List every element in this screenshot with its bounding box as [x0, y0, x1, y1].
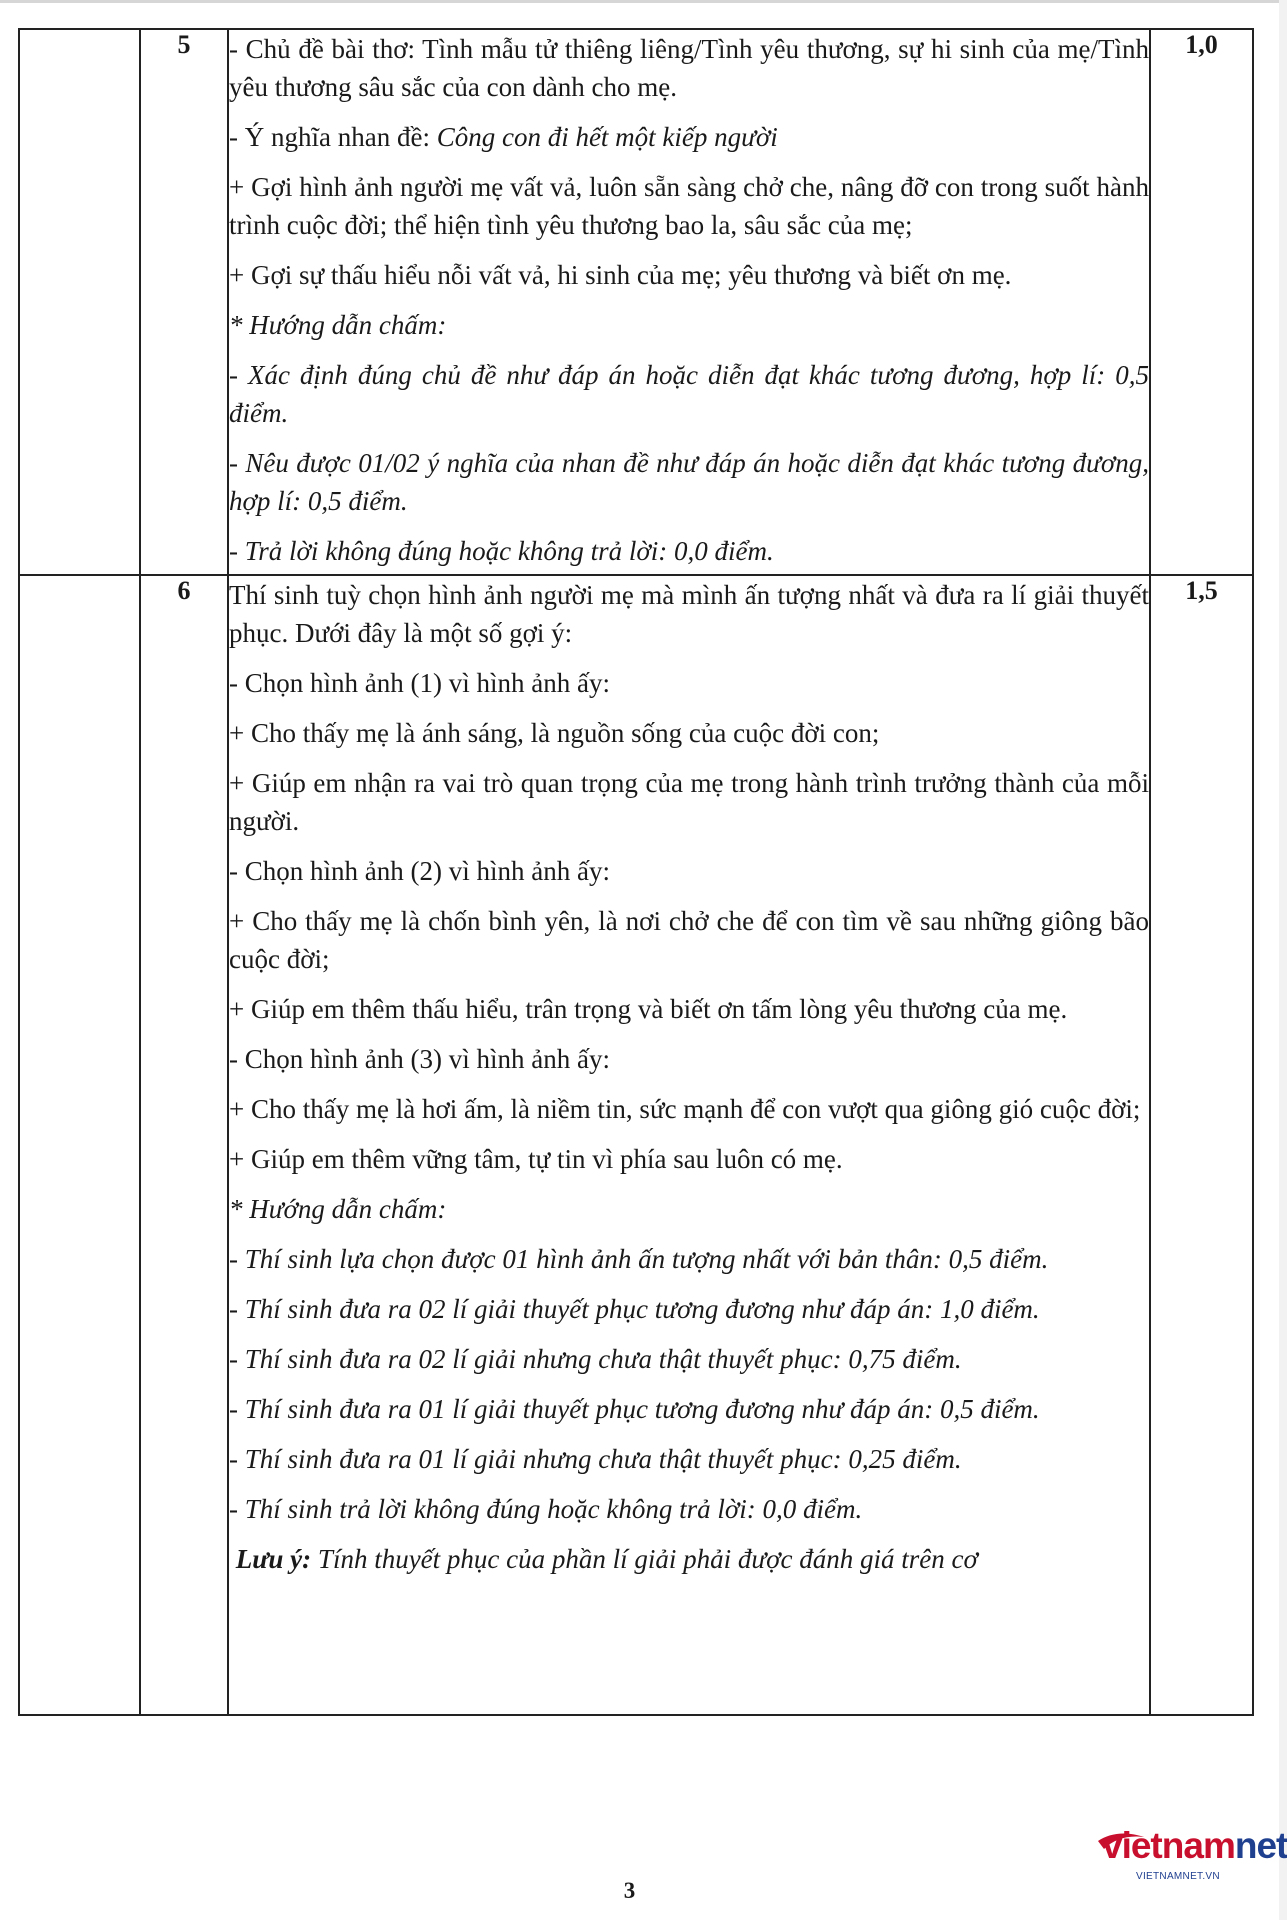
logo-wordmark — [1102, 1825, 1287, 1867]
logo-text: et — [1130, 1825, 1162, 1866]
answer-line: Thí sinh tuỳ chọn hình ảnh người mẹ mà mình ấn tượng nhất và đưa ra lí giải thuyết phục. Dưới đây là một số gợi ý: — [229, 580, 1149, 648]
answer-line: + Cho thấy mẹ là ánh sáng, là nguồn sống của cuộc đời con; — [229, 718, 880, 748]
grading-table — [18, 28, 1254, 1716]
note-line — [229, 1540, 1149, 1578]
score: 1,5 — [1150, 575, 1253, 1715]
answer-line: - Chọn hình ảnh (1) vì hình ảnh ấy: — [229, 668, 610, 698]
logo-text: nam — [1161, 1825, 1235, 1866]
empty-cell — [19, 575, 140, 1715]
question-number: 5 — [140, 29, 228, 575]
answer-line: - Chủ đề bài thơ: Tình mẫu tử thiêng liêng/Tình yêu thương, sự hi sinh của mẹ/Tình yêu thương sâu sắc của con dành cho mẹ. — [229, 34, 1149, 102]
grading-guide-line: - Thí sinh trả lời không đúng hoặc không trả lời: 0,0 điểm. — [229, 1494, 863, 1524]
answer-line: + Giúp em nhận ra vai trò quan trọng của mẹ trong hành trình trưởng thành của mỗi người. — [229, 768, 1149, 836]
note-text: Tính thuyết phục của phần lí giải phải được đánh giá trên cơ — [311, 1544, 978, 1574]
answer-content — [228, 575, 1150, 1715]
score: 1,0 — [1150, 29, 1253, 575]
answer-text: - Ý nghĩa nhan đề: — [229, 122, 437, 152]
vietnamnet-logo — [1096, 1825, 1287, 1889]
answer-line: + Gợi hình ảnh người mẹ vất vả, luôn sẵn sàng chở che, nâng đỡ con trong suốt hành trình cuộc đời; thể hiện tình yêu thương bao la, sâu sắc của mẹ; — [229, 172, 1149, 240]
logo-text: v — [1102, 1825, 1122, 1866]
answer-line: - Chọn hình ảnh (2) vì hình ảnh ấy: — [229, 856, 610, 886]
logo-text: i — [1121, 1825, 1131, 1866]
title-quote: Công con đi hết một kiếp người — [436, 122, 778, 152]
grading-guide-heading: * Hướng dẫn chấm: — [229, 1194, 447, 1224]
answer-content — [228, 29, 1150, 575]
note-label: Lưu ý: — [235, 1544, 312, 1574]
grading-guide-line: - Thí sinh đưa ra 01 lí giải thuyết phục tương đương như đáp án: 0,5 điểm. — [229, 1394, 1040, 1424]
page-number: 3 — [623, 1878, 636, 1903]
answer-line: + Gợi sự thấu hiểu nỗi vất vả, hi sinh của mẹ; yêu thương và biết ơn mẹ. — [229, 260, 1012, 290]
answer-line: + Giúp em thêm thấu hiểu, trân trọng và biết ơn tấm lòng yêu thương của mẹ. — [229, 994, 1068, 1024]
answer-line: + Cho thấy mẹ là hơi ấm, là niềm tin, sức mạnh để con vượt qua giông gió cuộc đời; — [229, 1094, 1141, 1124]
grading-guide-line: - Thí sinh đưa ra 02 lí giải thuyết phục tương đương như đáp án: 1,0 điểm. — [229, 1294, 1040, 1324]
logo-text: net — [1234, 1825, 1287, 1866]
answer-line — [229, 118, 1149, 156]
grading-guide-heading: * Hướng dẫn chấm: — [229, 310, 447, 340]
answer-line: + Cho thấy mẹ là chốn bình yên, là nơi chở che để con tìm về sau những giông bão cuộc đời; — [229, 906, 1149, 974]
grading-guide-line: - Thí sinh đưa ra 01 lí giải nhưng chưa thật thuyết phục: 0,25 điểm. — [229, 1444, 962, 1474]
grading-guide-line: - Nêu được 01/02 ý nghĩa của nhan đề như đáp án hoặc diễn đạt khác tương đương, hợp lí: 0,5 điểm. — [229, 448, 1149, 516]
grading-guide-line: - Thí sinh lựa chọn được 01 hình ảnh ấn tượng nhất với bản thân: 0,5 điểm. — [229, 1244, 1049, 1274]
table-row — [19, 575, 1253, 1715]
answer-line: - Chọn hình ảnh (3) vì hình ảnh ấy: — [229, 1044, 610, 1074]
empty-cell — [19, 29, 140, 575]
logo-subtext: VIETNAMNET.VN — [1136, 1871, 1220, 1882]
question-number: 6 — [140, 575, 228, 1715]
answer-line: + Giúp em thêm vững tâm, tự tin vì phía sau luôn có mẹ. — [229, 1144, 843, 1174]
grading-guide-line: - Thí sinh đưa ra 02 lí giải nhưng chưa thật thuyết phục: 0,75 điểm. — [229, 1344, 962, 1374]
grading-guide-line: - Xác định đúng chủ đề như đáp án hoặc diễn đạt khác tương đương, hợp lí: 0,5 điểm. — [229, 360, 1149, 428]
grading-guide-line: - Trả lời không đúng hoặc không trả lời: 0,0 điểm. — [229, 536, 774, 566]
table-row — [19, 29, 1253, 575]
